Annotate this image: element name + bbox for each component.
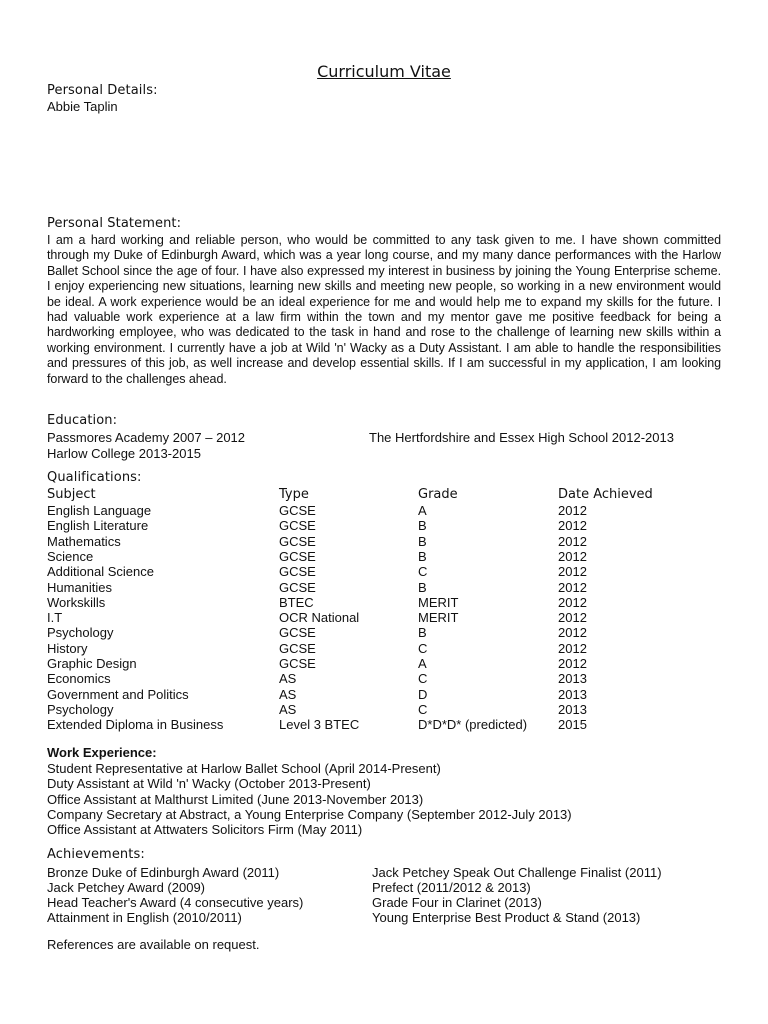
cell-date: 2012: [558, 656, 587, 671]
work-item: Office Assistant at Malthurst Limited (June 2013-November 2013): [47, 792, 424, 807]
achievement-item: Jack Petchey Award (2009): [47, 880, 206, 895]
column-header-grade: Grade: [418, 487, 458, 502]
table-row: [0, 702, 768, 717]
cell-grade: B: [418, 533, 427, 549]
table-row: [0, 610, 768, 625]
table-row: [0, 717, 768, 732]
cell-subject: Humanities: [47, 579, 113, 595]
cell-grade: D*D*D* (predicted): [418, 717, 528, 733]
cell-subject: Mathematics: [47, 533, 121, 549]
personal-statement-text: I am a hard working and reliable person, who would be committed to any task given to me. I have shown committed through my Duke of Edinburgh Award, which was a year long course, and my many dance performances with the Harlow Ballet School since the age of four. I have also expressed my interest in business by joining the Young Enterprise scheme. I enjoy experiencing new situations, learning new skills and meeting new people, so working in a new environment would be ideal. A work experience would be an ideal experience for me and would help me to expand my skills for the future. I had valuable work experience at a law firm within the town and my mentor gave me positive feedback for being a hardworking employee, who was dedicated to the task in hand and rose to the challenge of learning new skills within a working environment. I currently have a job at Wild 'n' Wacky as a Duty Assistant. I am able to handle the responsibilities and pressures of this job, as well increase and develop essential skills. If I am successful in my application, I am looking forward to the challenges ahead.: [47, 233, 721, 386]
candidate-name: Abbie Taplin: [47, 99, 118, 114]
table-row: [0, 564, 768, 579]
cell-grade: B: [418, 548, 427, 564]
achievement-item: Bronze Duke of Edinburgh Award (2011): [47, 865, 280, 880]
work-item: Company Secretary at Abstract, a Young Enterprise Company (September 2012-July 2013): [47, 807, 572, 822]
references-note: References are available on request.: [47, 937, 260, 952]
achievement-item: Prefect (2011/2012 & 2013): [372, 880, 531, 895]
cell-type: GCSE: [279, 518, 316, 534]
cell-subject: Science: [47, 548, 94, 564]
cell-grade: MERIT: [418, 594, 459, 610]
cell-type: GCSE: [279, 656, 316, 671]
table-row: [0, 671, 768, 686]
cell-date: 2012: [558, 625, 587, 641]
cell-type: Level 3 BTEC: [279, 717, 360, 733]
cell-subject: Additional Science: [47, 564, 154, 580]
cell-type: GCSE: [279, 579, 316, 595]
cell-grade: B: [418, 579, 427, 595]
cell-grade: A: [418, 503, 427, 518]
cell-type: GCSE: [279, 548, 316, 564]
education-heading: Education:: [47, 413, 118, 428]
cell-date: 2012: [558, 533, 587, 549]
achievement-item: Grade Four in Clarinet (2013): [372, 895, 542, 910]
cell-subject: I.T: [47, 610, 63, 626]
education-item: The Hertfordshire and Essex High School 2012-2013: [369, 430, 674, 445]
column-header-subject: Subject: [47, 487, 96, 502]
cell-type: GCSE: [279, 625, 316, 641]
cell-date: 2012: [558, 579, 587, 595]
table-row: [0, 595, 768, 610]
personal-statement-heading: Personal Statement:: [47, 216, 182, 231]
cell-type: OCR National: [279, 610, 360, 626]
achievement-item: Attainment in English (2010/2011): [47, 910, 242, 925]
cell-grade: C: [418, 640, 428, 656]
work-experience-heading: Work Experience:: [47, 745, 157, 760]
cell-grade: C: [418, 564, 428, 580]
work-item: Office Assistant at Attwaters Solicitors Firm (May 2011): [47, 822, 363, 837]
table-row: [0, 518, 768, 533]
education-item: Passmores Academy 2007 – 2012: [47, 430, 246, 445]
cell-date: 2012: [558, 594, 587, 610]
cell-date: 2013: [558, 686, 587, 702]
cell-date: 2013: [558, 671, 587, 687]
cell-subject: Graphic Design: [47, 656, 137, 671]
cell-subject: English Language: [47, 503, 152, 518]
table-row: [0, 534, 768, 549]
achievements-heading: Achievements:: [47, 847, 145, 862]
cell-date: 2012: [558, 610, 587, 626]
cell-date: 2012: [558, 640, 587, 656]
cell-subject: Economics: [47, 671, 111, 687]
cell-grade: B: [418, 625, 427, 641]
education-item: Harlow College 2013-2015: [47, 446, 201, 461]
cell-subject: Government and Politics: [47, 686, 189, 702]
cell-date: 2013: [558, 701, 587, 717]
cell-type: BTEC: [279, 594, 314, 610]
personal-details-heading: Personal Details:: [47, 83, 158, 98]
cell-subject: Psychology: [47, 701, 114, 717]
work-item: Duty Assistant at Wild 'n' Wacky (October 2013-Present): [47, 776, 371, 791]
cell-date: 2012: [558, 548, 587, 564]
cell-date: 2012: [558, 503, 587, 518]
page-title: Curriculum Vitae: [317, 62, 451, 81]
table-row: [0, 503, 768, 518]
cell-subject: Workskills: [47, 594, 106, 610]
cell-subject: Psychology: [47, 625, 114, 641]
achievement-item: Jack Petchey Speak Out Challenge Finalist (2011): [372, 865, 662, 880]
column-header-date: Date Achieved: [558, 487, 653, 502]
cell-grade: A: [418, 656, 427, 671]
cell-grade: C: [418, 701, 428, 717]
column-header-type: Type: [279, 487, 309, 502]
cell-type: AS: [279, 671, 297, 687]
table-row: [0, 549, 768, 564]
cell-grade: D: [418, 686, 428, 702]
cell-date: 2012: [558, 564, 587, 580]
table-row: [0, 656, 768, 671]
cell-grade: C: [418, 671, 428, 687]
achievement-item: Head Teacher's Award (4 consecutive years): [47, 895, 304, 910]
cell-date: 2012: [558, 518, 587, 534]
cell-type: GCSE: [279, 533, 316, 549]
table-row: [0, 687, 768, 702]
table-row: [0, 625, 768, 640]
cell-date: 2015: [558, 717, 587, 733]
cell-subject: English Literature: [47, 518, 149, 534]
cell-type: AS: [279, 686, 297, 702]
table-row: [0, 641, 768, 656]
qualifications-heading: Qualifications:: [47, 470, 142, 485]
table-row: [0, 580, 768, 595]
cell-type: GCSE: [279, 503, 316, 518]
cell-type: AS: [279, 701, 297, 717]
achievement-item: Young Enterprise Best Product & Stand (2013): [372, 910, 641, 925]
work-item: Student Representative at Harlow Ballet School (April 2014-Present): [47, 761, 441, 776]
cell-grade: MERIT: [418, 610, 459, 626]
cell-type: GCSE: [279, 640, 316, 656]
qualifications-header-row: [0, 487, 768, 502]
cell-type: GCSE: [279, 564, 316, 580]
cell-grade: B: [418, 518, 427, 534]
cell-subject: Extended Diploma in Business: [47, 717, 224, 733]
cell-subject: History: [47, 640, 88, 656]
